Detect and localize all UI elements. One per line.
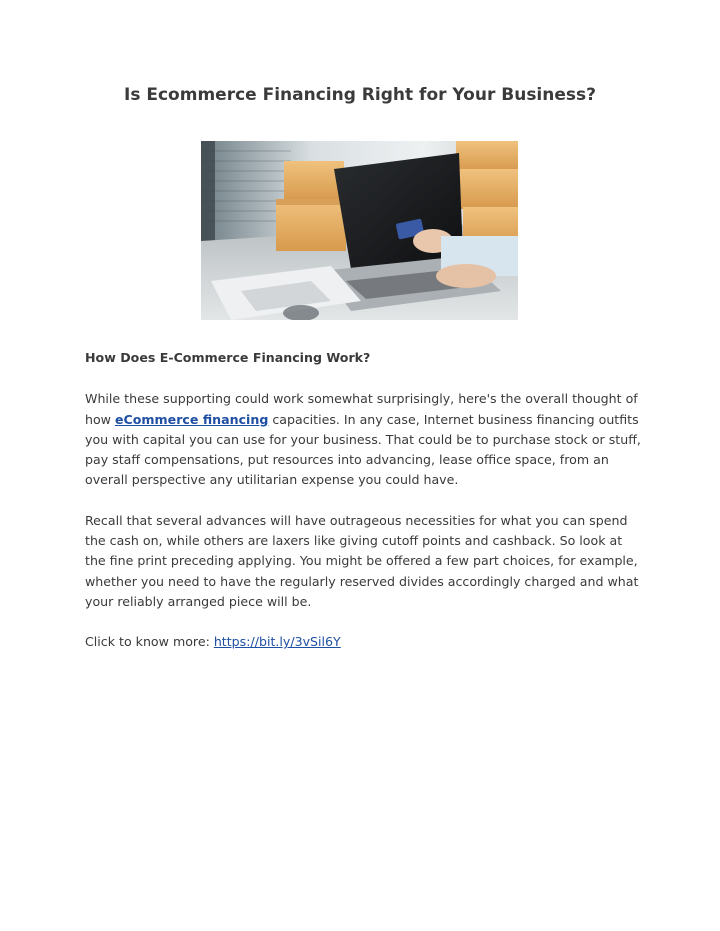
laptop-credit-card-photo-icon	[201, 141, 518, 320]
cta-label: Click to know more:	[85, 634, 214, 650]
paragraph-1	[85, 389, 645, 490]
more-info-link[interactable]: https://bit.ly/3vSil6Y	[213, 634, 341, 650]
article-body	[85, 348, 645, 673]
document-title: Is Ecommerce Financing Right for Your Business?	[124, 85, 596, 105]
section-heading: How Does E-Commerce Financing Work?	[85, 350, 371, 365]
paragraph-2: Recall that several advances will have outrageous necessities for what you can spend the cash on, while others are laxers like giving cutoff points and cashback. So look at the fine print preceding applying. You might be offered a few part choices, for example, whether you need to have the regularly reserved divides accordingly charged and what your reliably arranged piece will be.	[85, 512, 639, 609]
paragraph-1-before-link: While these supporting could work somewhat surprisingly, here's the overall thought of how	[85, 391, 638, 427]
hero-image	[201, 141, 518, 320]
ecommerce-financing-link[interactable]: eCommerce financing	[115, 411, 269, 427]
cta-line	[85, 632, 645, 652]
paragraph-1-after-link: capacities. In any case, Internet business financing outfits you with capital you can use for your business. That could be to purchase stock or stuff, pay staff compensations, put resources into advancing, lease office space, from an overall perspective any utilitarian expense you could have.	[85, 411, 641, 488]
